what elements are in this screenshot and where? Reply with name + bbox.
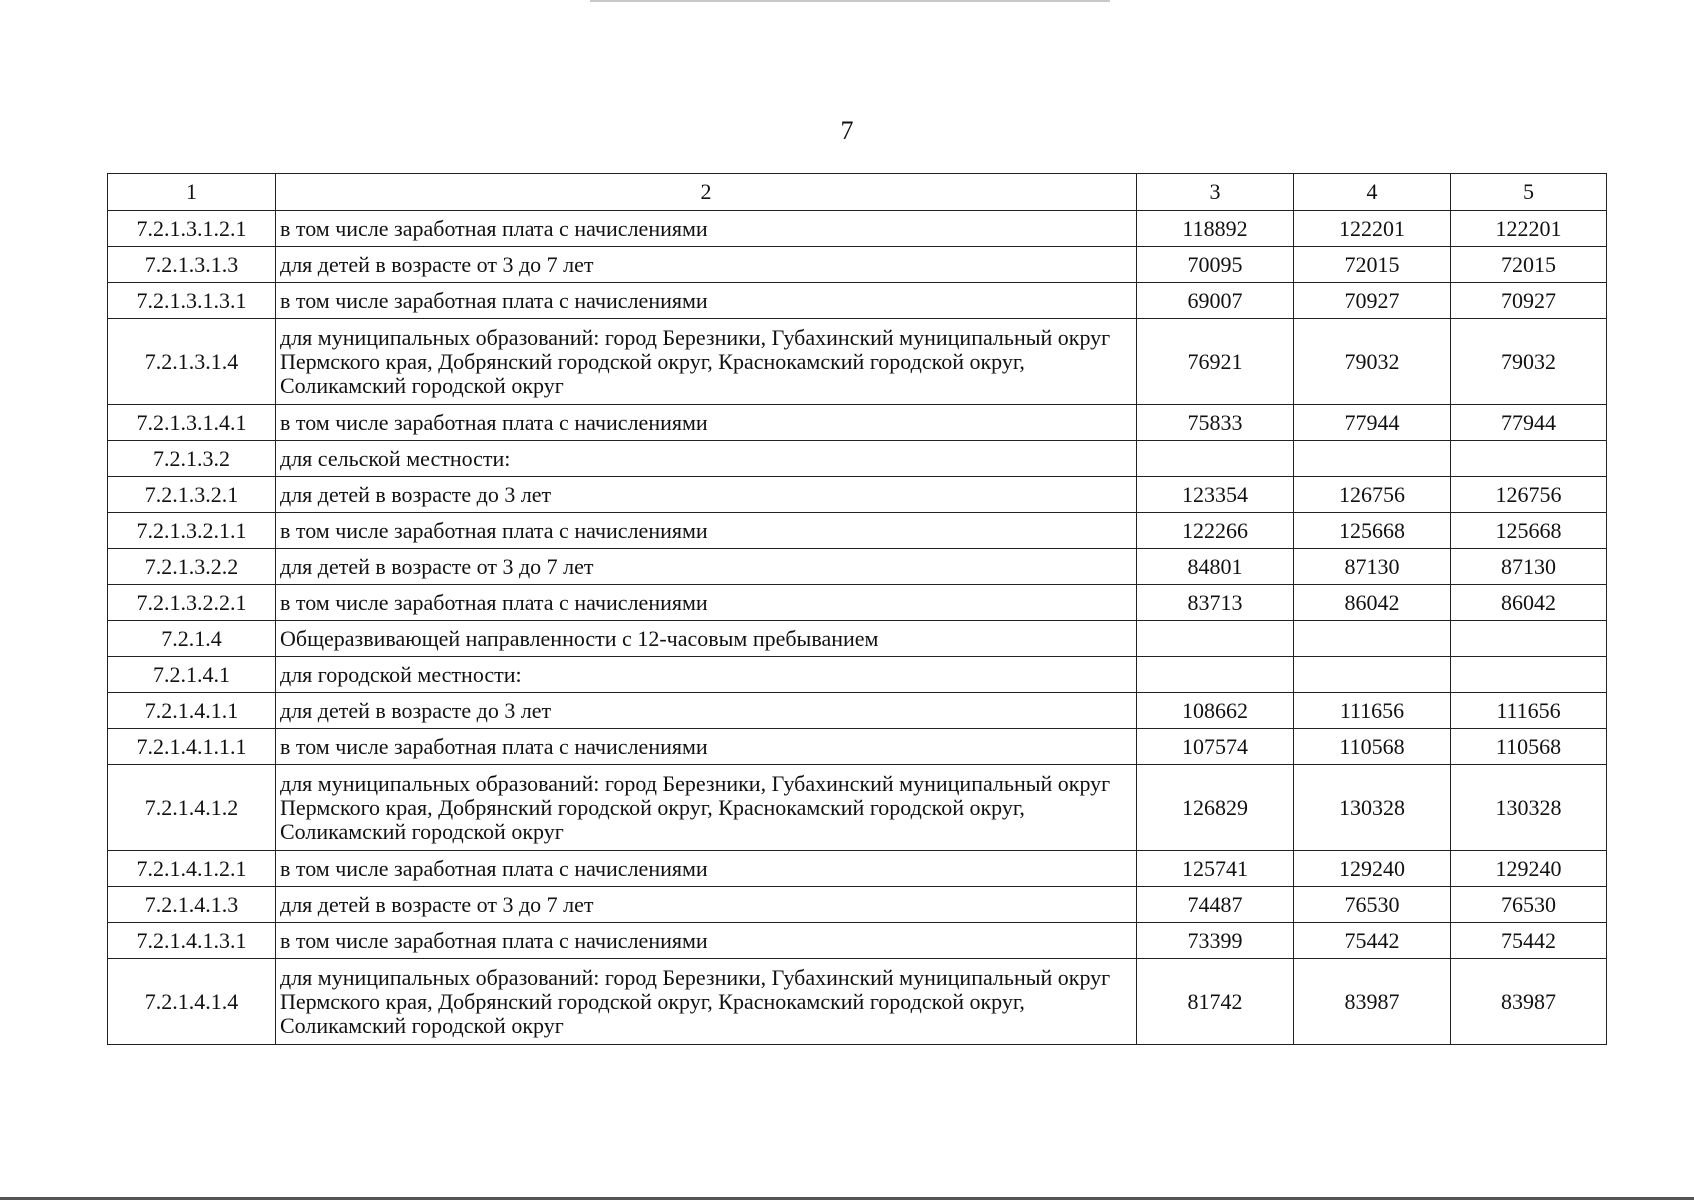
table-row xyxy=(108,211,1607,247)
row-value-col4: 129240 xyxy=(1294,851,1451,887)
row-value-col3: 108662 xyxy=(1137,693,1294,729)
row-value-col5: 126756 xyxy=(1451,477,1607,513)
row-name: для детей в возрасте до 3 лет xyxy=(276,477,1137,513)
table-row xyxy=(108,765,1607,851)
header-cell-4: 4 xyxy=(1294,174,1451,211)
row-name: Общеразвивающей направленности с 12-часовым пребыванием xyxy=(276,621,1137,657)
table-row xyxy=(108,441,1607,477)
row-value-col5 xyxy=(1451,441,1607,477)
header-cell-3: 3 xyxy=(1137,174,1294,211)
row-value-col4: 83987 xyxy=(1294,959,1451,1045)
row-code: 7.2.1.4.1 xyxy=(108,657,276,693)
row-name: для детей в возрасте от 3 до 7 лет xyxy=(276,887,1137,923)
row-code: 7.2.1.3.1.3.1 xyxy=(108,283,276,319)
row-value-col5: 87130 xyxy=(1451,549,1607,585)
row-value-col4: 79032 xyxy=(1294,319,1451,405)
table-body xyxy=(108,174,1607,1045)
row-value-col5: 122201 xyxy=(1451,211,1607,247)
table-row xyxy=(108,585,1607,621)
row-value-col3: 75833 xyxy=(1137,405,1294,441)
row-value-col3: 125741 xyxy=(1137,851,1294,887)
row-name: для муниципальных образований: город Березники, Губахинский муниципальный округ Пермского края, Добрянский городской округ, Краснокамский городской округ, Соликамский городской округ xyxy=(276,959,1137,1045)
row-value-col5: 79032 xyxy=(1451,319,1607,405)
table-header-row xyxy=(108,174,1607,211)
table-row xyxy=(108,549,1607,585)
row-code: 7.2.1.4.1.2.1 xyxy=(108,851,276,887)
row-name: в том числе заработная плата с начислениями xyxy=(276,851,1137,887)
row-value-col5: 125668 xyxy=(1451,513,1607,549)
row-value-col5: 111656 xyxy=(1451,693,1607,729)
header-cell-2: 2 xyxy=(276,174,1137,211)
row-value-col3: 107574 xyxy=(1137,729,1294,765)
row-code: 7.2.1.3.1.3 xyxy=(108,247,276,283)
row-name: в том числе заработная плата с начислениями xyxy=(276,283,1137,319)
row-name: в том числе заработная плата с начислениями xyxy=(276,923,1137,959)
row-name: для детей в возрасте от 3 до 7 лет xyxy=(276,247,1137,283)
row-value-col5: 72015 xyxy=(1451,247,1607,283)
row-name: в том числе заработная плата с начислениями xyxy=(276,513,1137,549)
row-value-col4: 111656 xyxy=(1294,693,1451,729)
data-table xyxy=(107,173,1607,1045)
row-code: 7.2.1.4 xyxy=(108,621,276,657)
table-row xyxy=(108,283,1607,319)
row-code: 7.2.1.3.2.2 xyxy=(108,549,276,585)
row-value-col4: 72015 xyxy=(1294,247,1451,283)
row-code: 7.2.1.4.1.2 xyxy=(108,765,276,851)
row-value-col3 xyxy=(1137,657,1294,693)
row-value-col3: 74487 xyxy=(1137,887,1294,923)
row-value-col3 xyxy=(1137,441,1294,477)
table-row xyxy=(108,959,1607,1045)
row-value-col5: 75442 xyxy=(1451,923,1607,959)
page-number: 7 xyxy=(840,116,854,145)
row-code: 7.2.1.3.2.1.1 xyxy=(108,513,276,549)
row-value-col3: 118892 xyxy=(1137,211,1294,247)
row-value-col3: 84801 xyxy=(1137,549,1294,585)
row-value-col3: 83713 xyxy=(1137,585,1294,621)
table-row xyxy=(108,729,1607,765)
table-row xyxy=(108,513,1607,549)
row-value-col5: 83987 xyxy=(1451,959,1607,1045)
table-row xyxy=(108,319,1607,405)
row-code: 7.2.1.3.1.4.1 xyxy=(108,405,276,441)
table-row xyxy=(108,887,1607,923)
row-name: для муниципальных образований: город Березники, Губахинский муниципальный округ Пермского края, Добрянский городской округ, Краснокамский городской округ, Соликамский городской округ xyxy=(276,319,1137,405)
row-name: для городской местности: xyxy=(276,657,1137,693)
row-code: 7.2.1.3.2.2.1 xyxy=(108,585,276,621)
row-value-col4 xyxy=(1294,621,1451,657)
row-name: в том числе заработная плата с начислениями xyxy=(276,405,1137,441)
table-row xyxy=(108,405,1607,441)
row-value-col5: 70927 xyxy=(1451,283,1607,319)
row-value-col4: 110568 xyxy=(1294,729,1451,765)
table-row xyxy=(108,477,1607,513)
row-value-col5: 76530 xyxy=(1451,887,1607,923)
scan-edge-top xyxy=(590,0,1110,2)
row-value-col3: 81742 xyxy=(1137,959,1294,1045)
row-code: 7.2.1.4.1.1 xyxy=(108,693,276,729)
row-code: 7.2.1.4.1.4 xyxy=(108,959,276,1045)
row-value-col4: 86042 xyxy=(1294,585,1451,621)
row-value-col4: 76530 xyxy=(1294,887,1451,923)
row-value-col4: 75442 xyxy=(1294,923,1451,959)
table-row xyxy=(108,621,1607,657)
row-value-col5: 77944 xyxy=(1451,405,1607,441)
row-name: для муниципальных образований: город Березники, Губахинский муниципальный округ Пермского края, Добрянский городской округ, Краснокамский городской округ, Соликамский городской округ xyxy=(276,765,1137,851)
row-code: 7.2.1.4.1.3.1 xyxy=(108,923,276,959)
header-cell-5: 5 xyxy=(1451,174,1607,211)
row-value-col4: 122201 xyxy=(1294,211,1451,247)
row-value-col3: 73399 xyxy=(1137,923,1294,959)
row-value-col4: 77944 xyxy=(1294,405,1451,441)
row-value-col5: 129240 xyxy=(1451,851,1607,887)
row-code: 7.2.1.3.1.2.1 xyxy=(108,211,276,247)
row-name: в том числе заработная плата с начислениями xyxy=(276,729,1137,765)
row-value-col3: 69007 xyxy=(1137,283,1294,319)
row-value-col3: 76921 xyxy=(1137,319,1294,405)
row-name: в том числе заработная плата с начислениями xyxy=(276,585,1137,621)
row-value-col4: 126756 xyxy=(1294,477,1451,513)
row-name: для детей в возрасте до 3 лет xyxy=(276,693,1137,729)
row-value-col3: 126829 xyxy=(1137,765,1294,851)
row-value-col4 xyxy=(1294,441,1451,477)
row-code: 7.2.1.3.2 xyxy=(108,441,276,477)
row-value-col4: 87130 xyxy=(1294,549,1451,585)
row-code: 7.2.1.3.1.4 xyxy=(108,319,276,405)
row-value-col5: 130328 xyxy=(1451,765,1607,851)
row-value-col5 xyxy=(1451,657,1607,693)
row-value-col4: 125668 xyxy=(1294,513,1451,549)
row-value-col4: 70927 xyxy=(1294,283,1451,319)
table-row xyxy=(108,693,1607,729)
row-value-col4: 130328 xyxy=(1294,765,1451,851)
row-code: 7.2.1.4.1.1.1 xyxy=(108,729,276,765)
row-value-col3: 70095 xyxy=(1137,247,1294,283)
row-value-col4 xyxy=(1294,657,1451,693)
row-code: 7.2.1.3.2.1 xyxy=(108,477,276,513)
row-value-col3: 122266 xyxy=(1137,513,1294,549)
table-row xyxy=(108,247,1607,283)
row-value-col5 xyxy=(1451,621,1607,657)
table-row xyxy=(108,923,1607,959)
table-row xyxy=(108,657,1607,693)
row-name: для детей в возрасте от 3 до 7 лет xyxy=(276,549,1137,585)
row-value-col5: 86042 xyxy=(1451,585,1607,621)
row-name: в том числе заработная плата с начислениями xyxy=(276,211,1137,247)
row-value-col5: 110568 xyxy=(1451,729,1607,765)
row-value-col3: 123354 xyxy=(1137,477,1294,513)
row-code: 7.2.1.4.1.3 xyxy=(108,887,276,923)
header-cell-1: 1 xyxy=(108,174,276,211)
row-value-col3 xyxy=(1137,621,1294,657)
table-row xyxy=(108,851,1607,887)
row-name: для сельской местности: xyxy=(276,441,1137,477)
